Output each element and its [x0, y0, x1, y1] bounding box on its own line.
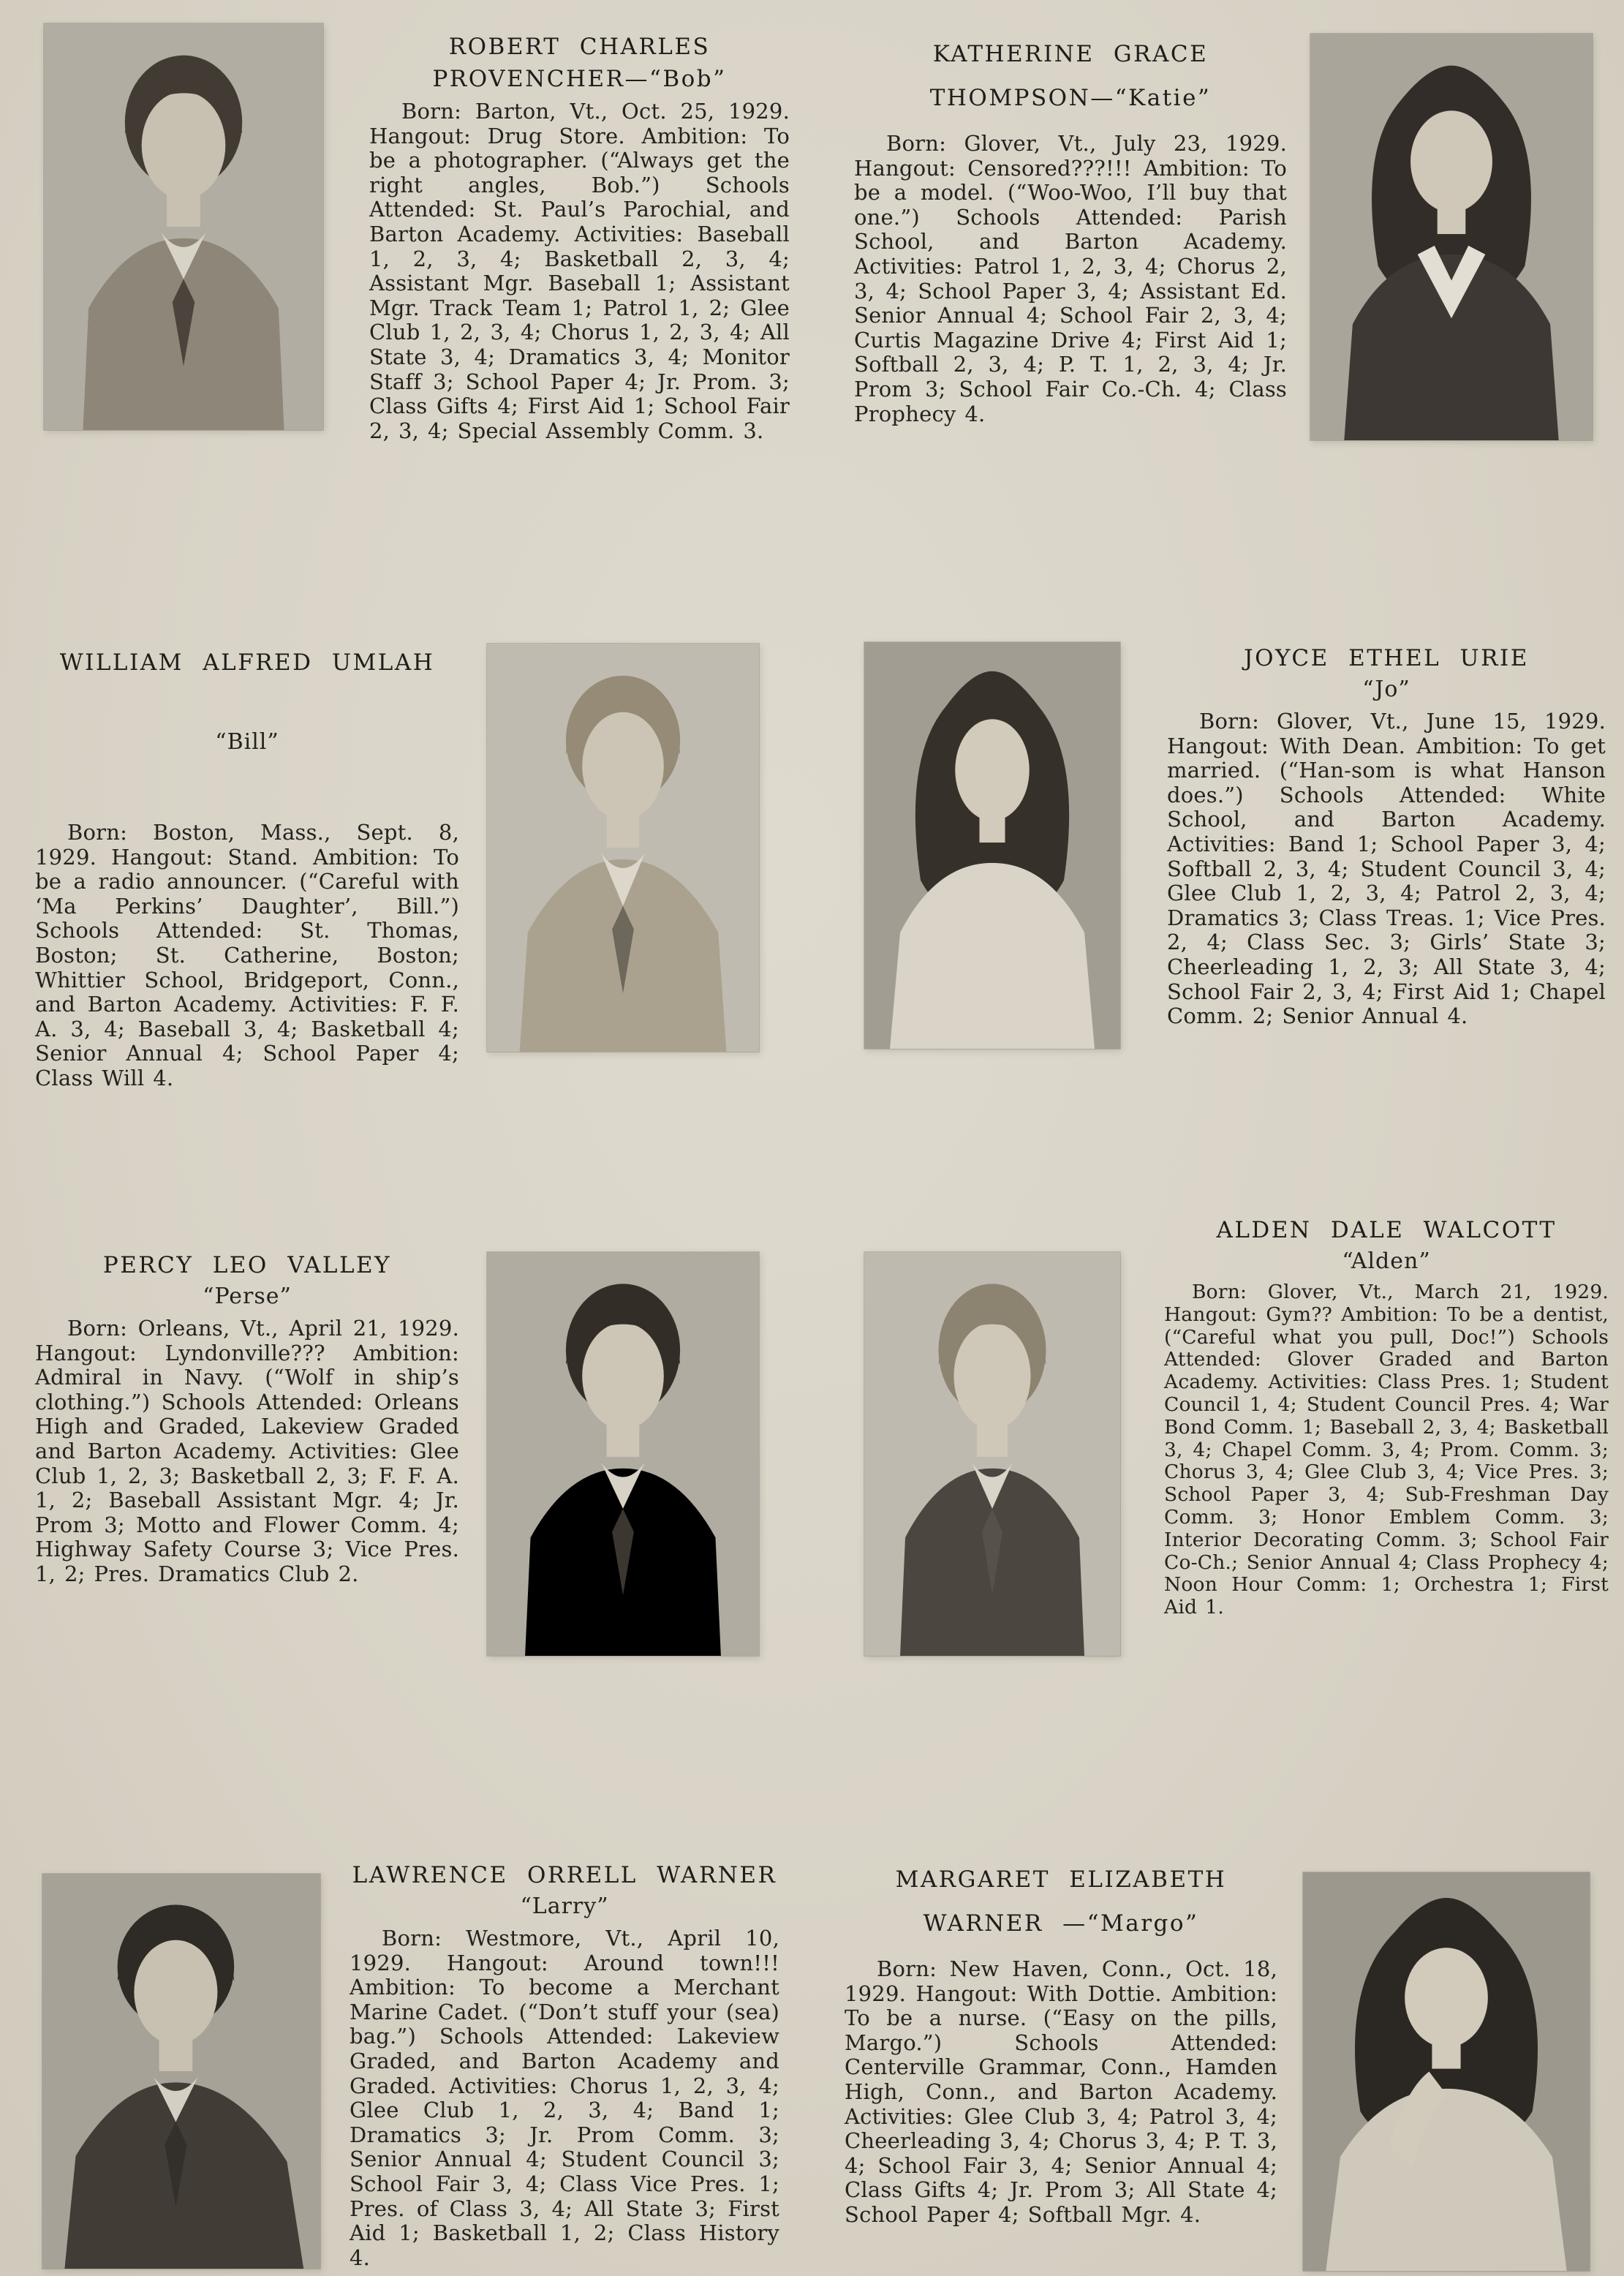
student-name-nickname: WARNER —“Margo”	[923, 1910, 1199, 1937]
student-name: PERCY LEO VALLEY	[102, 1252, 392, 1278]
student-name-nickname: “Bill”	[215, 729, 279, 755]
student-bio: Born: Glover, Vt., March 21, 1929. Hangout: Gym?? Ambition: To be a dentist, (“Careful what you pull, Doc!”) Schools Attended: Glover Graded and Barton Academy. Activities: Class Pres. 1; Student Council 1, 4; Student Council Pres. 4; War Bond Comm. 1; Baseball 2, 3, 4; Basketball 3, 4; Chapel Comm. 3, 4; Prom. Comm. 3; Chorus 3, 4; Glee Club 3, 4; Vice Pres. 3; School Paper 3, 4; Sub-Freshman Day Comm. 3; Honor Emblem Comm. 3; Interior Decorating Comm. 3; School Fair Co-Ch.; Senior Annual 4; Class Prophecy 4; Noon Hour Comm: 1; Orchestra 1; First Aid 1.	[1164, 1281, 1609, 1619]
student-entry	[1164, 1214, 1609, 1619]
student-name: WILLIAM ALFRED UMLAH	[59, 649, 435, 676]
student-entry	[845, 1864, 1277, 2228]
student-name-nickname: “Jo”	[1362, 677, 1410, 702]
student-photo	[864, 1252, 1120, 1656]
student-bio: Born: Orleans, Vt., April 21, 1929. Hangout: Lyndonville??? Ambition: Admiral in Navy. (“Wolf in ship’s clothing.”) Schools Attended: Orleans High and Graded, Lakeview Graded and Barton Academy. Activities: Glee Club 1, 2, 3; Basketball 2, 3; F. F. A. 1, 2; Baseball Assistant Mgr. 4; Jr. Prom 3; Motto and Flower Comm. 4; Highway Safety Course 3; Vice Pres. 1, 2; Pres. Dramatics Club 2.	[35, 1316, 459, 1586]
student-bio: Born: Glover, Vt., July 23, 1929. Hangout: Censored???!!! Ambition: To be a model. (“Woo-Woo, I’ll buy that one.”) Schools Attended: Parish School, and Barton Academy. Activities: Patrol 1, 2, 3, 4; Chorus 2, 3, 4; School Paper 3, 4; Assistant Ed. Senior Annual 4; School Fair 2, 3, 4; Curtis Magazine Drive 4; First Aid 1; Softball 2, 3, 4; P. T. 1, 2, 3, 4; Jr. Prom 3; School Fair Co.-Ch. 4; Class Prophecy 4.	[854, 131, 1287, 426]
student-bio: Born: Westmore, Vt., April 10, 1929. Hangout: Around town!!! Ambition: To become a Merchant Marine Cadet. (“Don’t stuff your (sea) bag.”) Schools Attended: Lakeview Graded, and Barton Academy and Graded. Activities: Chorus 1, 2, 3, 4; Glee Club 1, 2, 3, 4; Band 1; Dramatics 3; Jr. Prom Comm. 3; Senior Annual 4; Student Council 3; School Fair 3, 4; Class Vice Pres. 1; Pres. of Class 3, 4; All State 3; First Aid 1; Basketball 1, 2; Class History 4.	[350, 1926, 779, 2270]
student-entry	[35, 1249, 459, 1587]
student-name: KATHERINE GRACE	[932, 41, 1209, 67]
student-name: ALDEN DALE WALCOTT	[1216, 1217, 1557, 1243]
student-photo	[1310, 34, 1593, 440]
student-entry	[350, 1859, 779, 2270]
portrait-illustration-male	[487, 644, 759, 1052]
portrait-illustration-female	[1303, 1872, 1590, 2271]
student-name: JOYCE ETHEL URIE	[1244, 645, 1529, 671]
student-name-nickname: “Larry”	[520, 1893, 609, 1919]
portrait-illustration-male	[44, 23, 323, 430]
student-photo	[44, 23, 323, 430]
student-name-nickname: “Alden”	[1342, 1248, 1431, 1274]
student-entry	[35, 647, 459, 1091]
student-bio: Born: Boston, Mass., Sept. 8, 1929. Hangout: Stand. Ambition: To be a radio announcer. (“Careful with ‘Ma Perkins’ Daughter’, Bill.”) Schools Attended: St. Thomas, Boston; St. Catherine, Boston; Whittier School, Bridgeport, Conn., and Barton Academy. Activities: F. F. A. 3, 4; Baseball 3, 4; Basketball 4; Senior Annual 4; School Paper 4; Class Will 4.	[35, 820, 459, 1090]
student-bio: Born: New Haven, Conn., Oct. 18, 1929. Hangout: With Dottie. Ambition: To be a nurse. (“Easy on the pills, Margo.”) Schools Attended: Centerville Grammar, Conn., Hamden High, Conn., and Barton Academy. Activities: Glee Club 3, 4; Patrol 3, 4; Cheerleading 3, 4; Chorus 3, 4; P. T. 3, 4; School Fair 3, 4; Senior Annual 4; Class Gifts 4; Jr. Prom 3; All State 4; School Paper 4; Softball Mgr. 4.	[845, 1956, 1277, 2227]
portrait-illustration-male	[42, 1874, 320, 2269]
student-bio: Born: Glover, Vt., June 15, 1929. Hangout: With Dean. Ambition: To get married. (“Han-som is what Hanson does.”) Schools Attended: White School, and Barton Academy. Activities: Band 1; School Paper 3, 4; Softball 2, 3, 4; Student Council 3, 4; Glee Club 1, 2, 3, 4; Patrol 2, 3, 4; Dramatics 3; Class Treas. 1; Vice Pres. 2, 4; Class Sec. 3; Girls’ State 3; Cheerleading 1, 2, 3; All State 3, 4; School Fair 2, 3, 4; First Aid 1; Chapel Comm. 2; Senior Annual 4.	[1167, 709, 1606, 1029]
student-entry	[369, 31, 790, 443]
student-name-nickname: PROVENCHER—“Bob”	[432, 66, 727, 92]
portrait-illustration-female	[1310, 34, 1593, 440]
student-entry	[1167, 642, 1606, 1029]
portrait-illustration-male	[864, 1252, 1120, 1656]
student-photo	[1303, 1872, 1590, 2271]
portrait-illustration-female	[864, 642, 1120, 1049]
student-name: ROBERT CHARLES	[448, 34, 711, 60]
student-bio: Born: Barton, Vt., Oct. 25, 1929. Hangout: Drug Store. Ambition: To be a photographer. (“Always get the right angles, Bob.”) Schools Attended: St. Paul’s Parochial, and Barton Academy. Activities: Baseball 1, 2, 3, 4; Basketball 2, 3, 4; Assistant Mgr. Baseball 1; Assistant Mgr. Track Team 1; Patrol 1, 2; Glee Club 1, 2, 3, 4; Chorus 1, 2, 3, 4; All State 3, 4; Dramatics 3, 4; Monitor Staff 3; School Paper 4; Jr. Prom. 3; Class Gifts 4; First Aid 1; School Fair 2, 3, 4; Special Assembly Comm. 3.	[369, 99, 790, 443]
student-photo	[864, 642, 1120, 1049]
student-name-nickname: “Perse”	[203, 1284, 292, 1309]
student-name-nickname: THOMPSON—“Katie”	[929, 85, 1212, 111]
student-entry	[854, 38, 1287, 426]
student-name: MARGARET ELIZABETH	[895, 1866, 1227, 1893]
student-photo	[487, 1252, 759, 1656]
student-name: LAWRENCE ORRELL WARNER	[352, 1862, 777, 1888]
portrait-illustration-male	[487, 1252, 759, 1656]
student-photo	[487, 644, 759, 1052]
student-photo	[42, 1874, 320, 2269]
